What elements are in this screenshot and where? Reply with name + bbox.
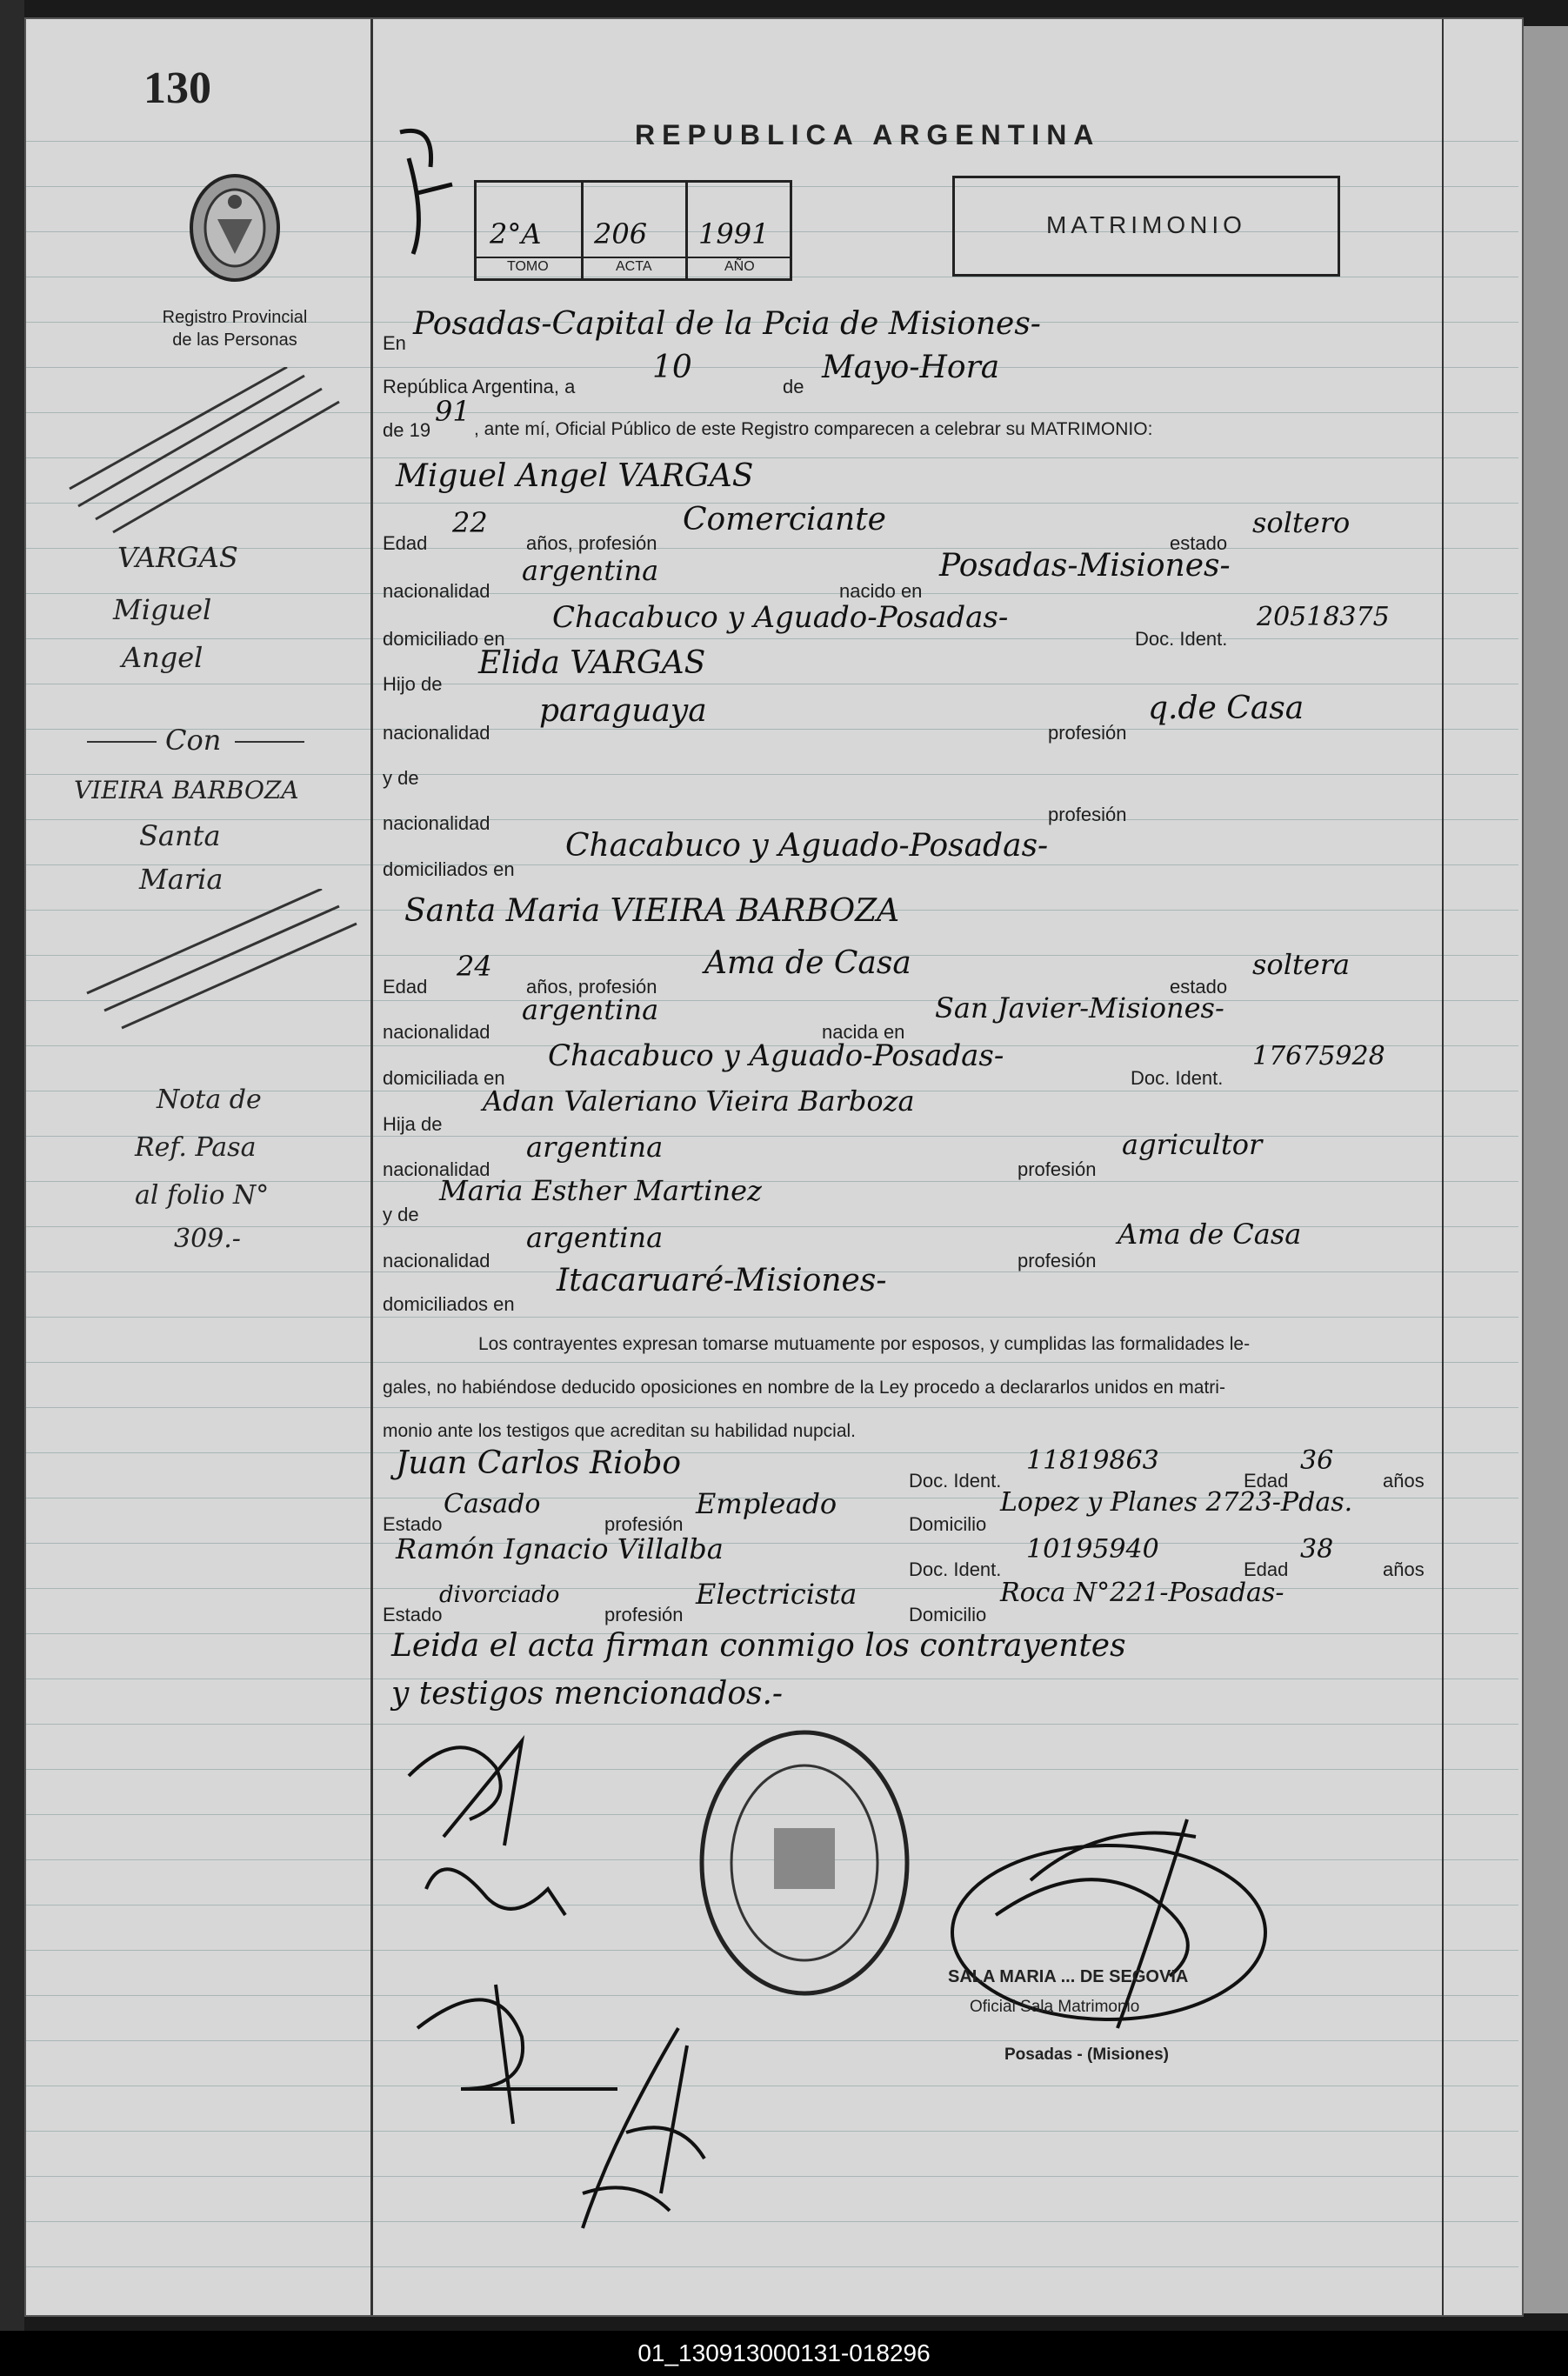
document-page — [24, 17, 1524, 2317]
label-de19: de 19 — [383, 419, 431, 441]
label-estado-groom: estado — [1170, 532, 1228, 554]
hand-groom-dom: Chacabuco y Aguado-Posadas- — [552, 600, 1009, 635]
hand-bride-parent1: Adan Valeriano Vieira Barboza — [483, 1085, 915, 1118]
label-anos-prof-bride: años, profesión — [526, 976, 657, 998]
label-estado-w1: Estado — [383, 1513, 443, 1535]
matrimonio-box — [952, 176, 1340, 277]
label-nac-gparent: nacionalidad — [383, 722, 490, 744]
ruled-line — [26, 2176, 1518, 2177]
registry-line-1: Registro Provincial — [162, 308, 308, 327]
label-hijo-de: Hijo de — [383, 673, 443, 695]
label-y-de-bride: y de — [383, 1204, 419, 1225]
hand-bride-name: Santa Maria VIEIRA BARBOZA — [404, 893, 900, 929]
label-doc-w2: Doc. Ident. — [909, 1558, 1002, 1580]
hand-gparent-prof: q.de Casa — [1148, 691, 1304, 726]
label-edad-bride: Edad — [383, 976, 428, 998]
hand-witness2-age: 38 — [1300, 1534, 1334, 1565]
label-domicilio-w2: Domicilio — [909, 1604, 987, 1625]
margin-note-line-1: Nota de — [157, 1085, 262, 1115]
hand-witness2-name: Ramón Ignacio Villalba — [396, 1532, 724, 1565]
margin-hatch-middle — [70, 889, 383, 1037]
ruled-line — [26, 593, 1518, 594]
margin-firstname-groom: Miguel — [113, 593, 212, 626]
hand-witness1-name: Juan Carlos Riobo — [396, 1445, 682, 1481]
label-nac-bparent2: nacionalidad — [383, 1250, 490, 1271]
stamp-text-line-2: Oficial Sala Matrimonio — [970, 1998, 1140, 2016]
hand-witness1-age: 36 — [1300, 1445, 1334, 1476]
signature-witness — [548, 2019, 739, 2246]
label-prof-w1: profesión — [604, 1513, 684, 1535]
label-prof-w2: profesión — [604, 1604, 684, 1625]
hand-witness1-dom: Lopez y Planes 2723-Pdas. — [1000, 1487, 1353, 1518]
hand-gparent-nac: paraguaya — [539, 693, 707, 729]
hand-groom-born: Posadas-Misiones- — [939, 548, 1231, 584]
box-divider-2 — [685, 183, 688, 278]
label-nacida-en: nacida en — [822, 1021, 905, 1043]
ruled-line — [26, 2221, 1518, 2222]
ruled-line — [26, 1452, 1518, 1453]
ruled-line — [26, 774, 1518, 775]
margin-con: Con — [165, 724, 222, 757]
label-nac-bparent1: nacionalidad — [383, 1158, 490, 1180]
hand-closing-line-2: y testigos mencionados.- — [391, 1676, 784, 1712]
label-doms-bride: domiciliados en — [383, 1293, 515, 1315]
label-dom-groom: domiciliado en — [383, 628, 505, 650]
hand-bride-born: San Javier-Misiones- — [935, 991, 1224, 1024]
hand-groom-age: 22 — [452, 506, 488, 539]
coat-of-arms-icon — [183, 167, 287, 289]
hand-bride-age: 24 — [457, 950, 492, 983]
label-nac-groom: nacionalidad — [383, 580, 490, 602]
hand-gparents-dom: Chacabuco y Aguado-Posadas- — [565, 828, 1049, 864]
label-estado-w2: Estado — [383, 1604, 443, 1625]
hand-day: 10 — [652, 350, 692, 385]
hand-bparent2-nac: argentina — [526, 1221, 664, 1254]
body-para-line-2: gales, no habiéndose deducido oposiciones en nombre de la Ley procedo a declararlos unidos en matri- — [383, 1378, 1225, 1398]
label-edad-w2: Edad — [1244, 1558, 1289, 1580]
hand-groom-prof: Comerciante — [683, 502, 886, 537]
ruled-line — [26, 864, 1518, 865]
page-right-edge — [1520, 26, 1568, 2313]
hand-witness1-estado: Casado — [444, 1489, 541, 1519]
hand-bparent1-nac: argentina — [526, 1131, 664, 1164]
tomo-value: 2°A — [490, 217, 542, 250]
hand-month: Mayo-Hora — [822, 350, 1000, 385]
box-divider-1 — [581, 183, 584, 278]
hand-groom-parent1: Elida VARGAS — [478, 645, 706, 681]
label-nac-bride: nacionalidad — [383, 1021, 490, 1043]
margin-note-line-3: al folio N° — [135, 1180, 270, 1211]
margin-hatch-top — [61, 367, 374, 541]
label-prof-bparent2: profesión — [1018, 1250, 1097, 1271]
hand-witness1-doc: 11819863 — [1026, 1445, 1159, 1476]
label-y-de-groom: y de — [383, 767, 419, 789]
ruled-line — [26, 2266, 1518, 2267]
hand-year: 91 — [435, 395, 470, 428]
ruled-line — [26, 2131, 1518, 2132]
label-de: de — [783, 376, 804, 397]
hand-place: Posadas-Capital de la Pcia de Misiones- — [413, 306, 1041, 342]
hand-bride-nac: argentina — [522, 993, 659, 1026]
ruled-line — [26, 638, 1518, 639]
hand-groom-nac: argentina — [522, 554, 659, 587]
label-anos-prof-groom: años, profesión — [526, 532, 657, 554]
tomo-label: TOMO — [507, 259, 549, 274]
label-doc-groom: Doc. Ident. — [1135, 628, 1228, 650]
label-domicilio-w1: Domicilio — [909, 1513, 987, 1535]
acta-value: 206 — [594, 217, 648, 250]
label-nacido-en: nacido en — [839, 580, 923, 602]
label-prof-gparent: profesión — [1048, 722, 1127, 744]
hand-witness2-doc: 10195940 — [1026, 1534, 1159, 1565]
label-prof-bparent1: profesión — [1018, 1158, 1097, 1180]
label-doc-w1: Doc. Ident. — [909, 1470, 1002, 1492]
margin-dash-right — [235, 741, 304, 743]
hand-witness2-dom: Roca N°221-Posadas- — [1000, 1578, 1284, 1608]
left-margin-line — [370, 19, 373, 2315]
country-title: REPUBLICA ARGENTINA — [635, 119, 1101, 150]
hand-groom-estado: soltero — [1252, 506, 1351, 539]
hand-bride-estado: soltera — [1252, 948, 1351, 981]
tomo-acta-box — [474, 180, 792, 281]
label-anos-w2: años — [1383, 1558, 1425, 1580]
hand-witness2-prof: Electricista — [696, 1578, 857, 1611]
hand-bride-prof: Ama de Casa — [704, 945, 911, 981]
ruled-line — [26, 819, 1518, 820]
stamp-text-line-3: Posadas - (Misiones) — [1004, 2046, 1169, 2064]
ruled-line — [26, 1317, 1518, 1318]
signature-oficial — [926, 1802, 1335, 2063]
label-edad-w1: Edad — [1244, 1470, 1289, 1492]
label-edad-groom: Edad — [383, 532, 428, 554]
label-dom-bride: domiciliada en — [383, 1067, 505, 1089]
hand-bparent1-prof: agricultor — [1122, 1128, 1263, 1161]
footer-id: 01_130913000131-018296 — [0, 2331, 1568, 2376]
page-number: 130 — [143, 63, 211, 113]
box-underline — [477, 257, 790, 258]
hand-witness2-estado: divorciado — [439, 1582, 560, 1608]
label-ante: , ante mí, Oficial Público de este Registro comparecen a celebrar su MATRIMONIO: — [474, 419, 1153, 439]
ano-label: AÑO — [724, 259, 755, 274]
ruled-line — [26, 1362, 1518, 1363]
hand-witness1-prof: Empleado — [696, 1487, 837, 1520]
registry-label — [130, 306, 339, 351]
label-republica: República Argentina, a — [383, 376, 576, 397]
margin-note-line-2: Ref. Pasa — [135, 1132, 257, 1163]
hand-bride-dom: Chacabuco y Aguado-Posadas- — [548, 1038, 1004, 1073]
hand-groom-doc: 20518375 — [1257, 602, 1390, 632]
label-doms-groom: domiciliados en — [383, 858, 515, 880]
folio-mark-icon — [383, 115, 470, 271]
margin-middlename-bride: Maria — [139, 863, 224, 896]
ano-value: 1991 — [698, 217, 770, 250]
label-anos-w1: años — [1383, 1470, 1425, 1492]
ruled-line — [26, 1407, 1518, 1408]
body-para-line-1: Los contrayentes expresan tomarse mutuamente por esposos, y cumplidas las formalidades le- — [478, 1334, 1251, 1354]
hand-closing-line-1: Leida el acta firman conmigo los contrayentes — [391, 1628, 1126, 1664]
label-hija-de: Hija de — [383, 1113, 443, 1135]
label-estado-bride: estado — [1170, 976, 1228, 998]
margin-surname-bride: VIEIRA BARBOZA — [74, 776, 299, 804]
hand-bparent2-prof: Ama de Casa — [1118, 1218, 1302, 1251]
label-prof-gparent2: profesión — [1048, 804, 1127, 825]
margin-dash-left — [87, 741, 157, 743]
margin-middlename-groom: Angel — [122, 641, 204, 674]
margin-surname-groom: VARGAS — [117, 541, 238, 574]
registry-line-2: de las Personas — [172, 330, 297, 350]
ruled-line — [26, 1543, 1518, 1544]
hand-bparents-dom: Itacaruaré-Misiones- — [557, 1263, 887, 1298]
label-en: En — [383, 332, 406, 354]
stamp-text-line-1: SALA MARIA ... DE SEGOVIA — [948, 1967, 1189, 1986]
hand-bride-doc: 17675928 — [1252, 1041, 1385, 1071]
ruled-line — [26, 548, 1518, 549]
matrimonio-label: MATRIMONIO — [1046, 211, 1246, 238]
hand-bride-parent2: Maria Esther Martinez — [439, 1174, 762, 1207]
label-doc-bride: Doc. Ident. — [1131, 1067, 1224, 1089]
right-margin-line — [1442, 19, 1444, 2315]
margin-note-line-4: 309.- — [174, 1224, 241, 1254]
ruled-line — [26, 729, 1518, 730]
acta-label: ACTA — [616, 259, 652, 274]
hand-groom-name: Miguel Angel VARGAS — [396, 458, 754, 494]
margin-firstname-bride: Santa — [139, 819, 221, 852]
official-seal-icon — [691, 1724, 917, 2002]
body-para-line-3: monio ante los testigos que acreditan su habilidad nupcial. — [383, 1421, 857, 1441]
label-nac-gparent2: nacionalidad — [383, 812, 490, 834]
page-left-edge — [0, 0, 24, 2331]
